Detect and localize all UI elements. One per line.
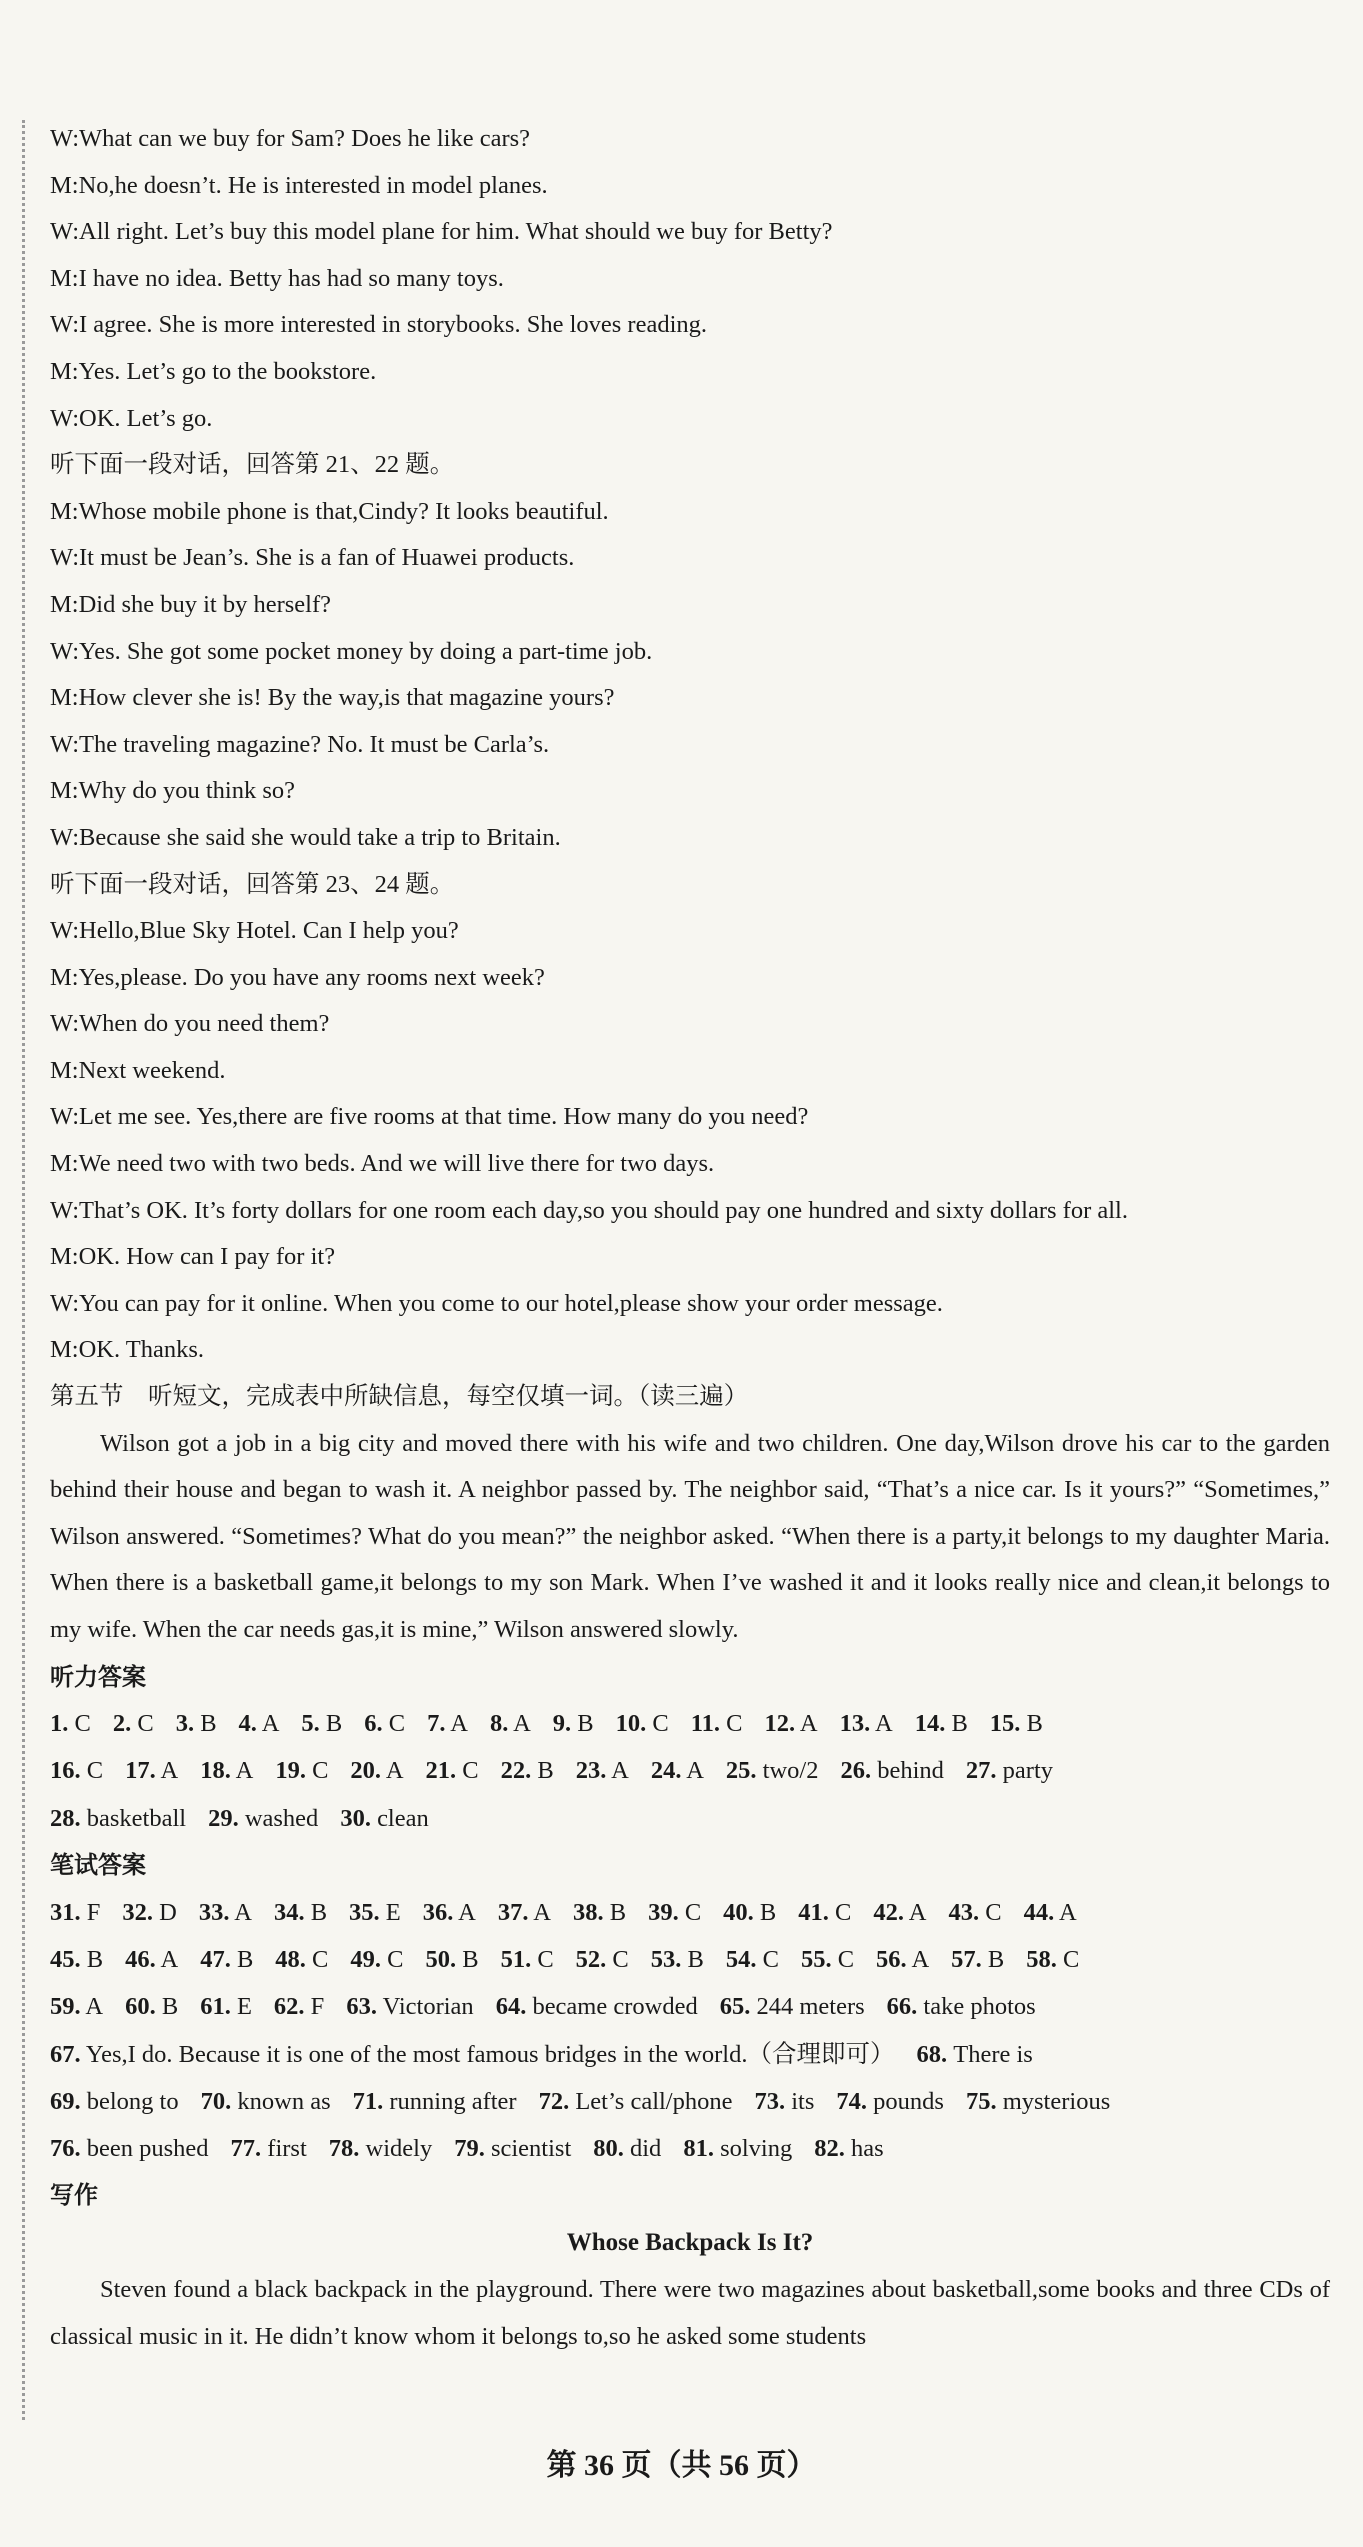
answer-item: [990, 1710, 1043, 1737]
answer-number: 13.: [839, 1710, 871, 1738]
answer-number: 80.: [593, 2135, 624, 2163]
answer-value: first: [267, 2135, 307, 2163]
answer-item: [616, 1710, 669, 1737]
answer-number: 41.: [798, 1898, 829, 1926]
answer-item: [364, 1710, 405, 1737]
answer-value: C: [726, 1710, 743, 1738]
essay-text: Steven found a black backpack in the playground. There were two magazines about basketball,some books and three CDs of classical music in it. He didn’t know whom it belongs to,so he asked some students: [50, 2276, 1330, 2350]
answer-item: [691, 1710, 743, 1737]
answer-item: [553, 1710, 594, 1737]
answer-number: 34.: [273, 1898, 305, 1926]
answer-value: C: [312, 1757, 329, 1785]
dialogue-line: W:Hello,Blue Sky Hotel. Can I help you?: [50, 917, 459, 945]
answer-item: [720, 1993, 865, 2020]
answer-number: 60.: [125, 1993, 156, 2021]
answer-value: known as: [237, 2087, 331, 2115]
answer-value: mysterious: [1002, 2087, 1111, 2115]
answer-item: [840, 1710, 893, 1737]
answer-value: A: [686, 1757, 704, 1785]
answer-value: take photos: [923, 1993, 1036, 2021]
answer-value: B: [537, 1757, 554, 1785]
answer-item: [50, 1946, 103, 1973]
answer-number: 45.: [50, 1945, 81, 1973]
answer-value: been pushed: [86, 2135, 209, 2163]
answer-item: [915, 1710, 968, 1737]
answer-value: A: [908, 1898, 927, 1926]
answer-item: [496, 1993, 698, 2020]
answer-item: [490, 1710, 531, 1737]
answer-number: 81.: [683, 2135, 714, 2163]
answer-value: clean: [377, 1804, 429, 1832]
answer-item: [200, 1757, 253, 1784]
answer-number: 67.: [50, 2040, 81, 2068]
answer-number: 33.: [198, 1898, 230, 1926]
answer-number: 2.: [112, 1710, 132, 1738]
answer-value: C: [762, 1945, 779, 1973]
answer-item: [50, 2088, 179, 2115]
answer-item: [329, 2135, 432, 2162]
answer-value: C: [74, 1710, 91, 1738]
dialogue-line: W:OK. Let’s go.: [50, 404, 213, 432]
answer-value: washed: [244, 1804, 319, 1832]
answer-number: 37.: [497, 1898, 529, 1926]
answer-number: 56.: [876, 1945, 907, 1973]
answer-number: 19.: [275, 1757, 306, 1785]
answer-item: [651, 1757, 704, 1784]
answer-item: [122, 1899, 176, 1926]
answer-item: [764, 1710, 817, 1737]
answer-value: C: [835, 1898, 852, 1926]
answer-number: 72.: [538, 2087, 570, 2115]
answer-number: 78.: [328, 2135, 360, 2163]
answer-item: [454, 2135, 571, 2162]
written-answers-heading: 笔试答案: [50, 1851, 146, 1880]
answer-number: 77.: [230, 2135, 262, 2163]
answer-value: solving: [720, 2135, 793, 2163]
answer-value: A: [513, 1710, 531, 1738]
answer-value: A: [160, 1757, 179, 1785]
answer-number: 64.: [495, 1993, 527, 2021]
answer-value: C: [387, 1945, 404, 1973]
answer-value: scientist: [490, 2135, 572, 2163]
answer-item: [176, 1710, 217, 1737]
answer-value: basketball: [86, 1804, 187, 1832]
answer-item: [798, 1899, 851, 1926]
answer-item: [340, 1805, 428, 1832]
answer-item: [648, 1899, 701, 1926]
answer-item: [50, 1993, 103, 2020]
answer-number: 46.: [125, 1945, 156, 1973]
answer-value: A: [533, 1898, 551, 1926]
dialogue-line: M:Next weekend.: [50, 1056, 226, 1084]
answer-item: [113, 1710, 154, 1737]
answer-item: [427, 1710, 468, 1737]
answer-number: 28.: [50, 1804, 81, 1832]
answer-number: 18.: [200, 1757, 231, 1785]
answer-item: [966, 1757, 1053, 1784]
answer-number: 20.: [350, 1757, 382, 1785]
listening-answers: [50, 1700, 1330, 1842]
answer-number: 39.: [648, 1898, 679, 1926]
answer-value: C: [537, 1945, 554, 1973]
answer-value: C: [652, 1710, 669, 1738]
answer-value: Yes,I do. Because it is one of the most famous bridges in the world.（合理即可）: [85, 2040, 895, 2068]
written-answers: [50, 1889, 1330, 2173]
answer-item: [349, 1899, 401, 1926]
answer-value: B: [325, 1710, 343, 1738]
dialogue-line: W:It must be Jean’s. She is a fan of Huawei products.: [50, 544, 575, 572]
answer-number: 31.: [50, 1898, 81, 1926]
answer-number: 16.: [50, 1757, 81, 1785]
answer-item: [501, 1946, 554, 1973]
answer-value: A: [1058, 1898, 1077, 1926]
answer-number: 21.: [425, 1757, 457, 1785]
answer-value: B: [462, 1945, 479, 1973]
answer-number: 24.: [650, 1757, 682, 1785]
answer-item: [576, 1946, 629, 1973]
answer-number: 27.: [965, 1757, 997, 1785]
answer-item: [814, 2135, 883, 2162]
answer-value: B: [951, 1710, 968, 1738]
answer-item: [125, 1757, 178, 1784]
dialogue-line: M:Whose mobile phone is that,Cindy? It looks beautiful.: [50, 497, 609, 525]
dialogue-line: W:Because she said she would take a trip to Britain.: [50, 823, 561, 851]
answer-number: 51.: [500, 1945, 532, 1973]
answer-value: A: [911, 1945, 930, 1973]
answer-value: B: [200, 1710, 217, 1738]
answer-item: [50, 1899, 100, 1926]
answer-value: Let’s call/phone: [575, 2087, 733, 2115]
answer-row: [50, 1795, 1330, 1842]
answer-value: C: [86, 1757, 104, 1785]
answer-value: A: [611, 1757, 629, 1785]
answer-row: [50, 2078, 1330, 2125]
answer-value: B: [310, 1898, 328, 1926]
answer-row: [50, 2125, 1330, 2172]
answer-number: 30.: [340, 1804, 371, 1832]
answer-value: A: [385, 1757, 404, 1785]
answer-value: running after: [389, 2087, 517, 2115]
answer-number: 10.: [615, 1710, 647, 1738]
answer-number: 49.: [350, 1945, 382, 1973]
answer-item: [951, 1946, 1004, 1973]
dialogue-line: M:Did she buy it by herself?: [50, 590, 332, 618]
answer-value: A: [235, 1757, 254, 1785]
dialogue-line: W:I agree. She is more interested in storybooks. She loves reading.: [50, 311, 708, 339]
answer-item: [200, 1993, 252, 2020]
dialogue-line: M:No,he doesn’t. He is interested in model planes.: [50, 171, 548, 199]
writing-heading: 写作: [50, 2181, 98, 2210]
answer-row: [50, 2031, 1330, 2078]
dialogue-line: M:OK. Thanks.: [50, 1336, 205, 1364]
answer-value: B: [609, 1898, 627, 1926]
answer-item: [576, 1757, 629, 1784]
answer-number: 42.: [873, 1898, 904, 1926]
answer-item: [426, 1757, 479, 1784]
page-number-footer: 第 36 页（共 56 页）: [546, 2449, 817, 2482]
answer-number: 75.: [965, 2087, 997, 2115]
answer-item: [50, 2041, 895, 2068]
answer-value: B: [577, 1710, 594, 1738]
answer-value: C: [612, 1945, 629, 1973]
answer-value: B: [161, 1993, 179, 2021]
answer-number: 1.: [50, 1710, 69, 1738]
answer-item: [346, 1993, 473, 2020]
dialogue-line: W:All right. Let’s buy this model plane for him. What should we buy for Betty?: [50, 218, 833, 246]
answer-number: 52.: [575, 1945, 607, 1973]
answer-value: A: [799, 1710, 818, 1738]
answer-number: 23.: [575, 1757, 607, 1785]
answer-number: 65.: [719, 1993, 751, 2021]
answer-item: [1026, 1946, 1079, 1973]
answer-number: 32.: [122, 1898, 154, 1926]
answer-row: [50, 1889, 1330, 1936]
answer-row: [50, 1700, 1330, 1747]
answer-value: belong to: [86, 2087, 179, 2115]
listening-answers-heading: 听力答案: [50, 1662, 146, 1691]
answer-number: 14.: [914, 1710, 946, 1738]
answer-number: 50.: [425, 1945, 457, 1973]
answer-value: A: [450, 1710, 468, 1738]
answer-value: There is: [953, 2040, 1033, 2068]
answer-number: 66.: [886, 1993, 918, 2021]
dialogue-line: W:That’s OK. It’s forty dollars for one room each day,so you should pay one hundred and sixty dollars for all.: [50, 1196, 1128, 1224]
dialogue-line: M:OK. How can I pay for it?: [50, 1243, 336, 1271]
answer-number: 61.: [200, 1993, 231, 2021]
answer-value: Victorian: [382, 1993, 474, 2021]
intro-questions-21-22: 听下面一段对话，回答第 21、22 题。: [50, 451, 455, 479]
answer-number: 9.: [552, 1710, 572, 1738]
answer-item: [125, 1946, 178, 1973]
dialogue-line: M:Why do you think so?: [50, 777, 295, 805]
answer-value: B: [86, 1945, 104, 1973]
answer-item: [274, 1993, 324, 2020]
answer-number: 6.: [364, 1710, 383, 1738]
answer-value: D: [159, 1898, 177, 1926]
answer-item: [501, 1757, 554, 1784]
answer-value: has: [850, 2135, 884, 2163]
answer-item: [876, 1946, 929, 1973]
answer-number: 38.: [572, 1898, 604, 1926]
answer-number: 4.: [238, 1710, 257, 1738]
answer-number: 11.: [690, 1710, 721, 1738]
answer-item: [231, 2135, 307, 2162]
answer-value: party: [1002, 1757, 1054, 1785]
answer-item: [948, 1899, 1001, 1926]
answer-number: 17.: [125, 1757, 156, 1785]
answer-item: [50, 1757, 103, 1784]
answer-number: 70.: [200, 2087, 232, 2115]
answer-item: [201, 2088, 331, 2115]
answer-row: [50, 1983, 1330, 2030]
answer-item: [726, 1946, 779, 1973]
answer-number: 62.: [273, 1993, 305, 2021]
answer-number: 47.: [200, 1945, 231, 1973]
answer-number: 7.: [427, 1710, 446, 1738]
answer-number: 54.: [725, 1945, 757, 1973]
answer-item: [966, 2088, 1110, 2115]
answer-value: two/2: [762, 1757, 819, 1785]
dialogue-line: M:We need two with two beds. And we will live there for two days.: [50, 1150, 715, 1178]
essay-title: Whose Backpack Is It?: [566, 2229, 814, 2257]
answer-number: 57.: [951, 1945, 982, 1973]
answer-number: 79.: [454, 2135, 485, 2163]
dialogue-line: M:Yes,please. Do you have any rooms next week?: [50, 963, 545, 991]
answer-item: [50, 1805, 186, 1832]
answer-number: 12.: [764, 1710, 796, 1738]
answer-number: 29.: [208, 1804, 239, 1832]
answer-number: 43.: [948, 1898, 980, 1926]
answer-value: A: [234, 1898, 252, 1926]
answer-number: 22.: [500, 1757, 532, 1785]
answer-value: behind: [877, 1757, 944, 1785]
answer-item: [539, 2088, 733, 2115]
answer-value: A: [85, 1993, 104, 2021]
dialogue-line: M:Yes. Let’s go to the bookstore.: [50, 357, 377, 385]
answer-value: C: [137, 1710, 154, 1738]
answer-value: A: [160, 1945, 179, 1973]
answer-number: 59.: [50, 1993, 81, 2021]
answer-value: A: [458, 1898, 476, 1926]
answer-number: 26.: [840, 1757, 872, 1785]
answer-item: [425, 1946, 478, 1973]
answer-value: 244 meters: [756, 1993, 865, 2021]
answer-item: [274, 1899, 327, 1926]
answer-value: C: [1063, 1945, 1080, 1973]
answer-item: [208, 1805, 318, 1832]
answer-number: 63.: [346, 1993, 377, 2021]
answer-item: [917, 2041, 1033, 2068]
answer-value: B: [987, 1945, 1005, 1973]
answer-value: B: [759, 1898, 777, 1926]
answer-item: [199, 1899, 252, 1926]
answer-item: [275, 1757, 328, 1784]
answer-number: 74.: [836, 2087, 868, 2115]
answer-item: [301, 1710, 342, 1737]
dialogue-line: W:The traveling magazine? No. It must be Carla’s.: [50, 730, 550, 758]
dialogue-line: M:How clever she is! By the way,is that magazine yours?: [50, 684, 615, 712]
answer-value: C: [312, 1945, 329, 1973]
answer-value: F: [86, 1898, 101, 1926]
section5-heading: 第五节 听短文，完成表中所缺信息，每空仅填一词。（读三遍）: [50, 1383, 749, 1411]
answer-item: [350, 1757, 403, 1784]
answer-value: C: [985, 1898, 1002, 1926]
answer-value: F: [310, 1993, 325, 2021]
answer-item: [275, 1946, 328, 1973]
answer-number: 69.: [50, 2087, 81, 2115]
intro-questions-23-24: 听下面一段对话，回答第 23、24 题。: [50, 870, 455, 898]
answer-item: [755, 2088, 815, 2115]
answer-item: [350, 1946, 403, 1973]
answer-number: 3.: [175, 1710, 195, 1738]
answer-number: 40.: [723, 1898, 754, 1926]
dialogue-line: W:Let me see. Yes,there are five rooms at that time. How many do you need?: [50, 1103, 809, 1131]
answer-number: 58.: [1026, 1945, 1057, 1973]
answer-value: A: [261, 1710, 280, 1738]
answer-item: [593, 2135, 661, 2162]
answer-value: became crowded: [532, 1993, 698, 2021]
answer-value: B: [687, 1945, 704, 1973]
answer-item: [573, 1899, 626, 1926]
dialogue-line: M:I have no idea. Betty has had so many toys.: [50, 264, 504, 292]
answer-number: 82.: [814, 2135, 845, 2163]
answer-item: [887, 1993, 1036, 2020]
answer-value: B: [1026, 1710, 1043, 1738]
dialogue-line: W:Yes. She got some pocket money by doing a part-time job.: [50, 637, 653, 665]
answer-number: 48.: [275, 1945, 306, 1973]
page-content: [50, 116, 1330, 2360]
answer-item: [683, 2135, 792, 2162]
answer-number: 5.: [301, 1710, 320, 1738]
answer-number: 73.: [754, 2087, 786, 2115]
answer-item: [200, 1946, 253, 1973]
answer-value: its: [791, 2087, 815, 2115]
answer-number: 68.: [916, 2040, 948, 2068]
answer-item: [873, 1899, 926, 1926]
answer-number: 8.: [489, 1710, 509, 1738]
answer-value: B: [236, 1945, 254, 1973]
dialogue-line: W:You can pay for it online. When you come to our hotel,please show your order message.: [50, 1289, 943, 1317]
answer-number: 36.: [422, 1898, 454, 1926]
answer-value: C: [837, 1945, 855, 1973]
answer-item: [836, 2088, 944, 2115]
answer-item: [239, 1710, 280, 1737]
answer-value: C: [388, 1710, 406, 1738]
answer-row: [50, 1747, 1330, 1794]
answer-number: 53.: [650, 1945, 682, 1973]
dialogue-line: W:What can we buy for Sam? Does he like cars?: [50, 125, 531, 152]
answer-item: [50, 2135, 209, 2162]
answer-value: E: [385, 1898, 401, 1926]
answer-value: widely: [365, 2135, 433, 2163]
answer-item: [353, 2088, 517, 2115]
answer-number: 55.: [800, 1945, 832, 1973]
dialogue-hotel: [50, 908, 1330, 1374]
dialogue-sam-betty: [50, 116, 1330, 442]
answer-value: C: [462, 1757, 479, 1785]
answer-value: E: [236, 1993, 252, 2021]
answer-value: pounds: [873, 2087, 944, 2115]
dialogue-mobile-phone: [50, 489, 1330, 862]
answer-item: [801, 1946, 854, 1973]
answer-number: 25.: [725, 1757, 757, 1785]
answer-item: [125, 1993, 178, 2020]
answer-item: [726, 1757, 819, 1784]
answer-value: A: [875, 1710, 893, 1738]
answer-item: [1024, 1899, 1077, 1926]
answer-value: C: [684, 1898, 702, 1926]
answer-number: 71.: [352, 2087, 384, 2115]
listening-passage: Wilson got a job in a big city and moved there with his wife and two children. One day,Wilson drove his car to the garden behind their house and began to wash it. A neighbor passed by. The neighbor said, “That’s a nice car. Is it yours?” “Sometimes,” Wilson answered. “Sometimes? What do you mean?” the neighbor asked. “When there is a party,it belongs to my daughter Maria. When there is a basketball game,it belongs to my son Mark. When I’ve washed it and it looks really nice and clean,it belongs to my wife. When the car needs gas,it is mine,” Wilson answered slowly.: [50, 1429, 1330, 1643]
binding-margin-line: [22, 120, 25, 2420]
dialogue-line: W:When do you need them?: [50, 1010, 330, 1038]
answer-item: [498, 1899, 551, 1926]
answer-item: [840, 1757, 943, 1784]
answer-item: [723, 1899, 776, 1926]
answer-number: 76.: [50, 2135, 81, 2163]
answer-row: [50, 1936, 1330, 1983]
answer-number: 15.: [989, 1710, 1021, 1738]
answer-number: 35.: [349, 1898, 380, 1926]
answer-item: [50, 1710, 91, 1737]
answer-value: did: [630, 2135, 662, 2163]
answer-number: 44.: [1023, 1898, 1055, 1926]
answer-item: [423, 1899, 476, 1926]
answer-item: [651, 1946, 704, 1973]
